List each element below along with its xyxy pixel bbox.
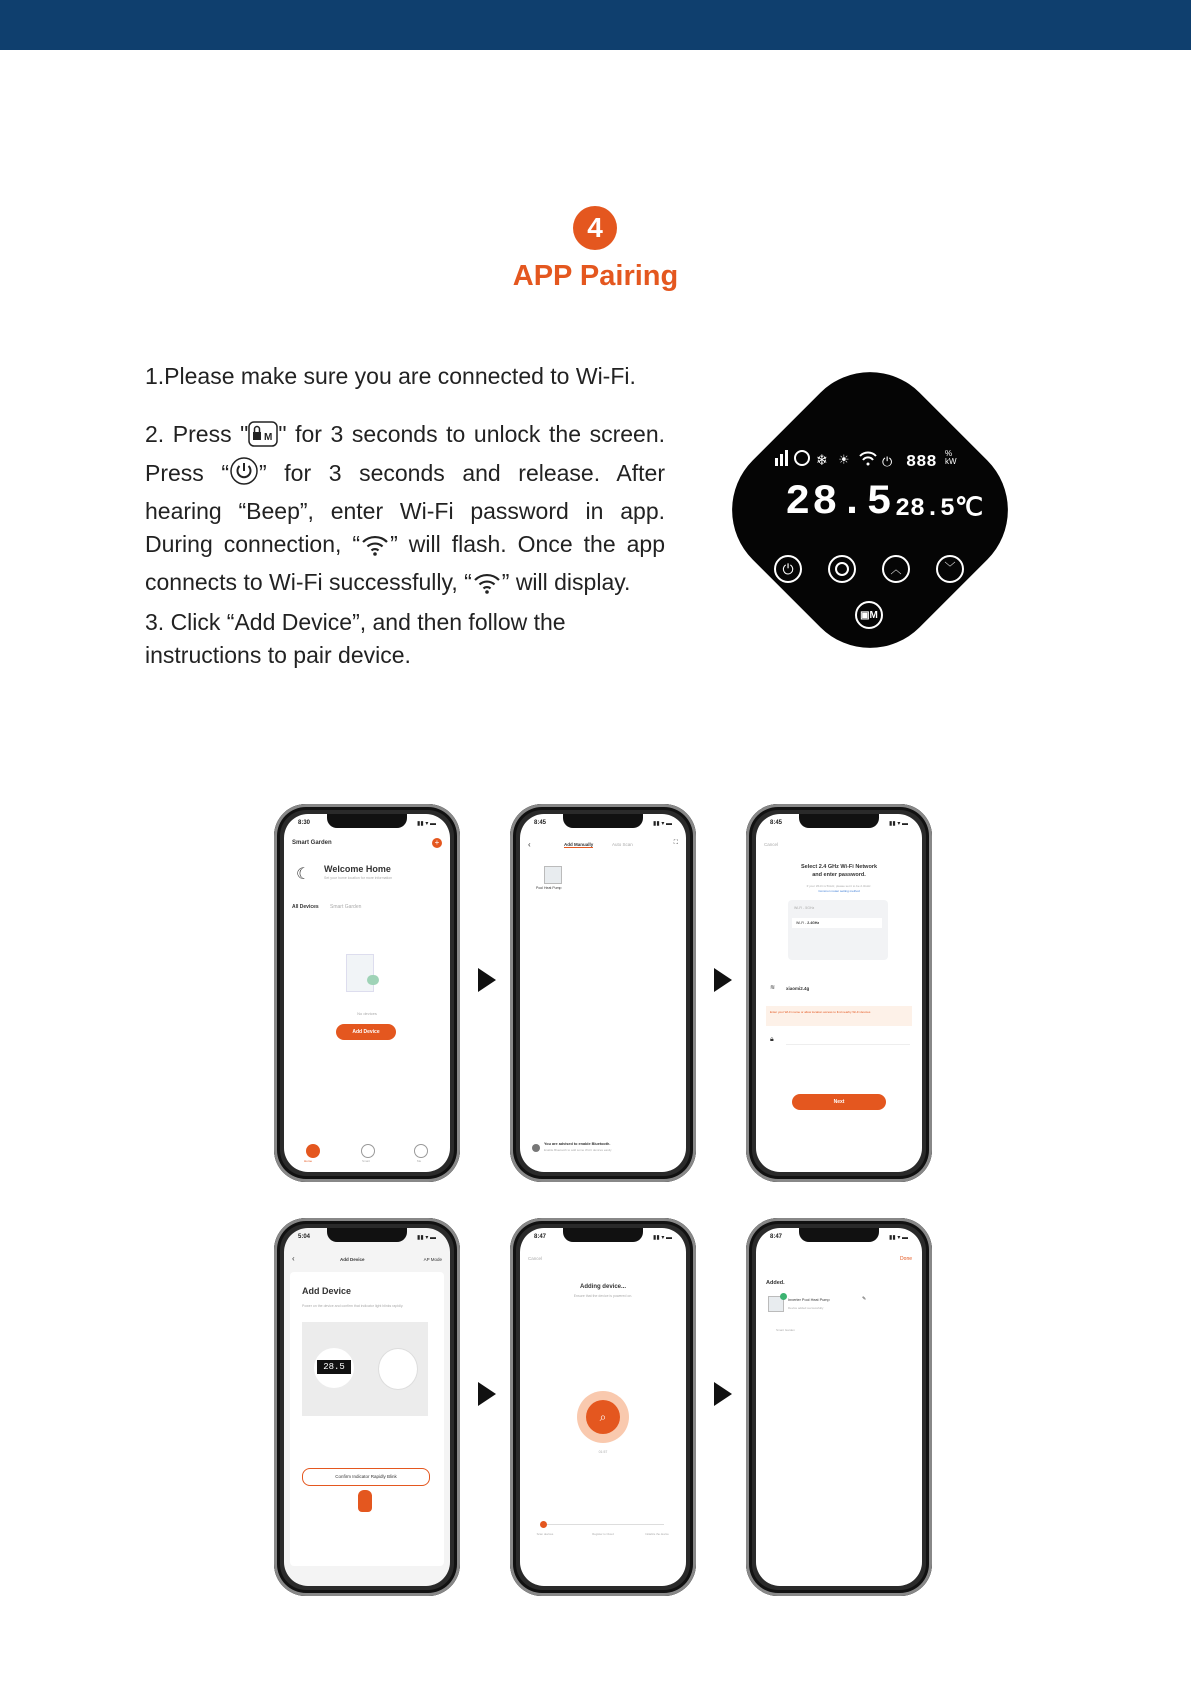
indicator-illustration [302,1322,428,1416]
wifi-ssid-field[interactable]: xiaomi2.4g [786,986,810,991]
added-device-name[interactable]: Inverter Pool Heat Pump [788,1298,830,1302]
wifi-icon [360,533,390,566]
next-arrow-icon [714,1382,732,1406]
wifi-option-5ghz: Wi-Fi - 5GHz [794,906,815,910]
controller-lock-button[interactable] [855,601,883,629]
indicator-screen-number: 28.5 [317,1360,351,1374]
phone-screen-home [274,804,460,1182]
step-number-badge: 4 [573,206,617,250]
step-register-label: Register to Cloud [592,1532,614,1536]
instruction-2-part-b: " for 3 seconds to unlock the screen. Press “ [145,421,665,486]
status-icons: ▮▮ ▾ ▬ [889,1235,908,1241]
status-time: 8:45 [770,820,783,826]
wifi-small-icon: ≋ [770,985,776,991]
add-device-heading: Add Device [302,1286,352,1296]
bluetooth-tip-sub: Enable Bluetooth to add some Wi-Fi devices easily [544,1148,612,1152]
lock-mode-icon [248,421,278,456]
header-bar [0,0,1191,50]
controller-lock-label: M [869,610,878,621]
bluetooth-tip: You are advised to enable Bluetooth. [544,1142,611,1146]
adding-device-title: Adding device... [579,1284,626,1290]
search-icon: ⌕ [586,1400,620,1434]
phone-screen-added [746,1218,932,1596]
me-icon[interactable] [414,1144,428,1158]
smart-icon[interactable] [361,1144,375,1158]
status-time: 5:04 [298,1234,311,1240]
status-time: 8:45 [534,820,547,826]
back-icon[interactable]: ‹ [528,840,531,849]
empty-devices-illustration [346,954,374,992]
instruction-3: 3. Click “Add Device”, and then follow the instructions to pair device. [145,609,566,668]
back-icon[interactable]: ‹ [292,1254,295,1263]
done-button[interactable]: Done [900,1256,912,1262]
edit-icon[interactable]: ✎ [862,1296,867,1302]
added-device-status: Device added successfully [788,1306,824,1310]
add-icon[interactable]: + [432,838,442,848]
controller-power-button[interactable]: ⏻ [774,555,802,583]
instruction-2-part-a: 2. Press " [145,421,249,447]
device-thumbnail [768,1296,784,1312]
next-arrow-icon [714,968,732,992]
phone-screen-add-device [274,1218,460,1596]
status-icons: ▮▮ ▾ ▬ [889,821,908,827]
add-device-button[interactable]: Add Device [336,1024,396,1040]
controller-up-button[interactable]: ︿ [882,555,910,583]
instruction-2-part-e: ” will display. [501,569,631,595]
wifi-connected-icon [472,571,502,604]
next-arrow-icon [478,968,496,992]
search-pulse [577,1391,629,1443]
add-device-nav-title: Add Device [340,1257,365,1262]
wifi-title-line2: and enter password. [812,872,866,878]
instruction-2 [145,418,665,604]
status-icons: ▮▮ ▾ ▬ [653,821,672,827]
svg-text:☀: ☀ [839,452,849,470]
controller-kw-display: 888 [906,453,937,472]
lock-icon: 🔒︎ [770,1036,774,1043]
next-button[interactable]: Next [792,1094,886,1110]
bluetooth-icon [532,1144,540,1152]
add-device-description: Power on the device and confirm that indicator light blinks rapidly. [302,1304,404,1308]
added-heading: Added. [766,1280,785,1286]
lock-icon: ▣ [860,610,870,621]
svg-text:⏻: ⏻ [882,455,893,470]
power-icon [229,456,259,495]
phone-screen-adding [510,1218,696,1596]
device-pool-heat-pump[interactable]: Pool Heat Pump [536,886,562,890]
wifi-5ghz-note: If your Wi-Fi is 5GHz, please set it to be 2.4GHz. [806,884,872,888]
phone-screen-wifi [746,804,932,1182]
wifi-band-illustration [788,900,888,960]
countdown-timer: 01:57 [598,1450,608,1454]
cancel-link[interactable]: Cancel [528,1256,543,1261]
step-initialize-label: Initialize the device [645,1532,669,1536]
add-device-card [290,1272,444,1566]
adding-device-subtitle: Ensure that the device is powered on. [573,1294,633,1298]
home-icon[interactable] [306,1144,320,1158]
svg-text:M: M [264,432,273,443]
confirm-indicator-button[interactable]: Confirm Indicator Rapidly Blink [302,1468,430,1486]
controller-mode-button[interactable] [828,555,856,583]
cancel-link[interactable]: Cancel [764,842,779,847]
welcome-title: Welcome Home [324,864,391,874]
moon-icon: ☾ [296,866,311,883]
tap-hand-icon [358,1490,372,1512]
tab-all-devices[interactable]: All Devices [292,904,319,910]
section-title: APP Pairing [512,260,679,292]
instruction-2-part-d: ” will flash. Once the app connects to Wi-Fi successfully, “ [145,531,666,595]
status-time: 8:47 [534,1234,547,1240]
nav-me-label: Me [417,1159,422,1163]
step-dot-scan [540,1521,547,1528]
check-icon [780,1293,787,1300]
no-devices-text: No devices [357,1011,377,1016]
controller-small-temp: 28.5℃ [895,494,984,523]
wifi-option-24ghz: Wi-Fi - 2.4GHz [792,918,882,928]
password-field[interactable] [786,1044,910,1045]
tab-add-manually[interactable]: Add Manually [564,842,594,847]
tab-auto-scan[interactable]: Auto Scan [612,842,633,847]
status-icons: ▮▮ ▾ ▬ [417,821,436,827]
svg-text:❄: ❄ [817,452,827,470]
status-time: 8:30 [298,820,311,826]
home-selector[interactable]: Smart Garden [292,840,332,846]
status-time: 8:47 [770,1234,783,1240]
instruction-1: 1.Please make sure you are connected to Wi-Fi. [145,363,636,389]
step-scan-label: Scan devices [536,1532,554,1536]
next-arrow-icon [478,1382,496,1406]
status-icons: ▮▮ ▾ ▬ [653,1235,672,1241]
nav-home-label: Home [304,1159,313,1163]
nav-smart-label: Smart [362,1159,371,1163]
router-setting-link[interactable]: Common router setting method [818,889,860,893]
controller-kw-unit: % kW [945,449,957,466]
room-label: Smart Garden [776,1328,795,1332]
scan-icon[interactable]: ⛶ [673,840,678,846]
controller-illustration [690,330,1050,690]
status-icons: ▮▮ ▾ ▬ [417,1235,436,1241]
instruction-2-part-c: ” for 3 seconds and release. After hearing “Beep”, enter Wi-Fi password in app. During connection, “ [145,460,665,557]
controller-big-temp: 28.5 [785,478,894,526]
wifi-warning: Enter your Wi-Fi name or allow location access to find nearby Wi-Fi devices [766,1006,912,1026]
controller-down-button[interactable]: ﹀ [936,555,964,583]
welcome-subtitle: Set your home location for more information [324,876,393,880]
phone-screen-add-manually [510,804,696,1182]
wifi-title-line1: Select 2.4 GHz Wi-Fi Network [800,864,878,870]
ap-mode-link[interactable]: AP Mode [423,1257,442,1262]
tab-smart-garden[interactable]: Smart Garden [330,904,362,910]
heat-pump-icon[interactable] [544,866,562,884]
